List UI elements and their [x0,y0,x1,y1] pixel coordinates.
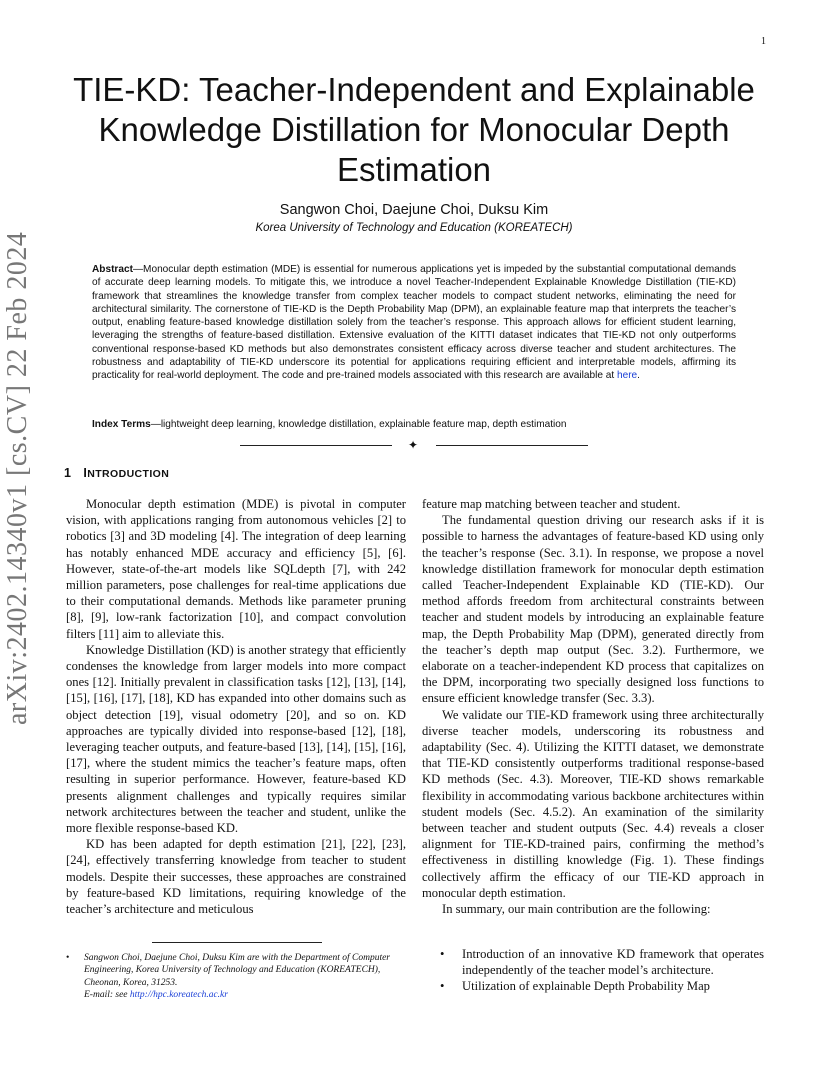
code-link[interactable]: here [616,370,638,382]
section-number: 1 [64,466,72,480]
affiliation: Korea University of Technology and Education (KOREATECH) [255,222,573,234]
list-item [440,978,764,994]
right-paragraph-2: The fundamental question driving our research asks if it is possible to harness the advantages of feature-based KD using only the teacher’s response (Sec. 3.1). In response, we propose a novel knowledge distillation framework for monocular depth estimation called Teacher-Independent Explainable KD (TIE-KD). Our method affords freedom from architectural constraints between teacher and student models by introducing an explainable feature map, the Depth Probability Map (DPM), generated directly from the teacher’s depth map output (Sec. 3.2). Furthermore, we elaborate on a teacher-independent KD process that capitalizes on the DPM, incorporating two specially designed loss functions to ensure efficient knowledge transfer (Sec. 3.3). [422,513,764,706]
section-title-rest: NTRODUCTION [87,468,170,480]
list-item [440,946,764,978]
abstract-end: . [637,370,640,382]
section-divider [240,440,588,452]
paper-title: TIE-KD: Teacher-Independent and Explainable Knowledge Distillation for Monocular Depth Estimation [73,71,755,188]
bullet-icon: • [440,947,445,961]
index-terms [92,418,736,431]
abstract-text: —Monocular depth estimation (MDE) is essential for numerous applications yet is impeded by the substantial computational demands of accurate deep learning models. To mitigate this, we introduce a novel Teacher-Independent Explainable Knowledge Distillation (TIE-KD) framework that streamlines the knowledge transfer from complex teacher models to compact student networks, eliminating the need for architectural similarity. The cornerstone of TIE-KD is the Depth Probability Map (DPM), an explainable feature map that interprets the teacher’s output, enabling feature-based knowledge distillation solely from the teacher’s response. This approach allows for efficient student learning, leveraging the strengths of feature-based distillation. Extensive evaluation of the KITTI dataset indicates that TIE-KD not only outperforms conventional response-based KD methods but also demonstrates consistent efficacy across diverse teacher and student architectures. The robustness and adaptability of TIE-KD underscore its potential for applications requiring efficient and interpretable models, affirming its practicality for real-world deployment. The code and pre-trained models associated with this research are available at [92,264,736,382]
contribution-2: Utilization of explainable Depth Probability Map [462,979,710,994]
left-paragraph-3: KD has been adapted for depth estimation [21], [22], [23], [24], effectively transferring knowledge from teacher to student models. Despite their successes, these approaches are constrained by feature-based KD limitations, requiring knowledge of the teacher’s architecture and meticulous [66,837,406,917]
contribution-1: Introduction of an innovative KD framework that operates independently of the teacher model’s architecture. [462,947,764,978]
right-paragraph-1: feature map matching between teacher and student. [422,497,681,511]
page-number: 1 [761,36,766,47]
section-title-first: I [83,466,88,480]
footnote-text: Sangwon Choi, Daejune Choi, Duksu Kim are with the Department of Computer Engineering, Korea University of Technology and Education (KOREATECH), Cheonan, Korea, 31253. [84,953,391,988]
left-column [66,496,406,917]
divider-diamond-icon: ✦ [408,438,419,452]
footnote-email-link[interactable]: http://hpc.koreatech.ac.kr [129,990,228,1001]
index-terms-text: —lightweight deep learning, knowledge distillation, explainable feature map, depth estimation [150,419,567,430]
author-list: Sangwon Choi, Daejune Choi, Duksu Kim [279,202,549,218]
left-paragraph-1: Monocular depth estimation (MDE) is pivotal in computer vision, with applications ranging from autonomous vehicles [2] to robotics [3] and 3D modeling [4]. The integration of deep learning has notably enhanced MDE accuracy and efficiency [5], [6]. However, state-of-the-art models like SQLdepth [7], with 242 million parameters, pose challenges for real-time applications due to their computational demands. Methods like parameter pruning [8], [9], low-rank factorization [10], and compact convolution filters [11] aim to alleviate this. [66,497,406,641]
arxiv-stamp: arXiv:2402.14340v1 [cs.CV] 22 Feb 2024 [2,231,33,725]
divider-line-left [240,445,392,446]
contribution-list [440,946,764,995]
index-terms-label: Index Terms [92,419,151,430]
abstract [92,263,736,383]
abstract-label: Abstract [92,264,133,275]
right-paragraph-3: We validate our TIE-KD framework using three architecturally diverse teacher models, underscoring its robustness and adaptability (Sec. 4). Utilizing the KITTI dataset, we demonstrate that TIE-KD consistently outperforms traditional response-based KD methods (Sec. 4.3). Moreover, TIE-KD shows remarkable flexibility in accommodating various backbone architectures within student models (Sec. 4.5.2). An examination of the similarity between teacher and student outputs (Sec. 4.4) reveals a closer alignment for TIE-KD-trained pairs, confirming the method’s effectiveness in distilling knowledge (Fig. 1). These findings collectively affirm the efficacy of our TIE-KD approach in monocular depth estimation. [422,707,764,900]
left-paragraph-2: Knowledge Distillation (KD) is another strategy that efficiently condenses the knowledge from larger models into more compact ones [12]. Initially prevalent in classification tasks [12], [13], [14], [15], [16], [17], [18], KD has expanded into other domains such as object detection [19], visual odometry [20], and so on. KD approaches are typically divided into response-based [12], [18], leveraging teacher outputs, and feature-based [13], [14], [15], [16], [17], where the student mimics the teacher’s feature maps, often resulting in superior performance. However, feature-based KD presents alignment challenges and typically requires similar network architectures between the teacher and student, unlike the more flexible response-based KD. [66,642,406,836]
right-paragraph-4: In summary, our main contribution are the following: [442,902,711,917]
section-heading [64,466,169,480]
bullet-icon: • [440,979,445,994]
footnote-rule [152,942,322,943]
divider-line-right [436,445,588,446]
footnote-email-label: E-mail: see [84,990,130,1001]
footnote-bullet-icon: • [66,953,70,963]
right-column [422,496,764,917]
footnote [66,952,408,1002]
